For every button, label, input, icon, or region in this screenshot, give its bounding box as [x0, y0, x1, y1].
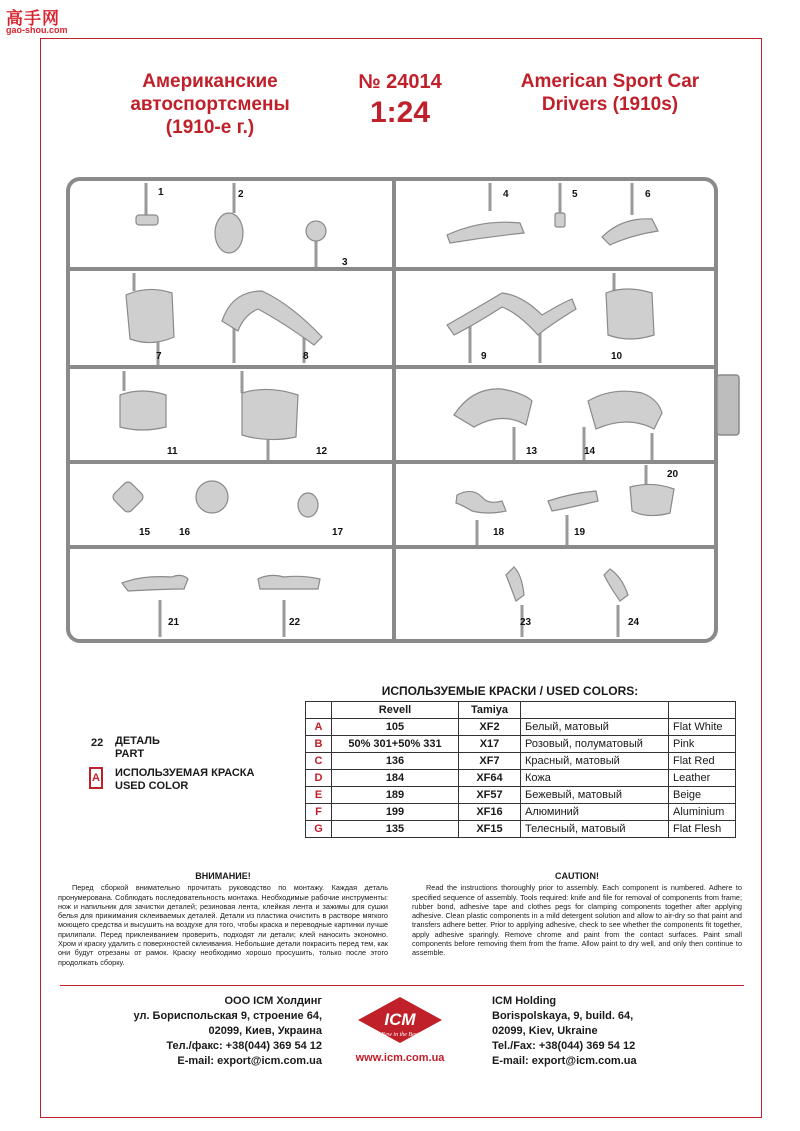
title-en-line: Drivers (1910s) — [541, 94, 679, 115]
watermark-logo — [4, 4, 70, 36]
legend-part-number: 22 — [91, 737, 104, 749]
part-8 — [222, 291, 322, 345]
part-19 — [548, 491, 598, 511]
col-header-tamiya: Tamiya — [459, 702, 521, 719]
color-code: A — [306, 719, 332, 736]
part-number: 2 — [238, 189, 244, 200]
part-number: 4 — [503, 189, 509, 200]
color-name-ru: Красный, матовый — [521, 753, 669, 770]
address-line: ICM Holding — [492, 995, 557, 1007]
part-number: 7 — [156, 351, 162, 362]
icm-logo — [352, 994, 448, 1046]
part-number: 1 — [158, 187, 164, 198]
icm-logo-graphic — [352, 994, 448, 1046]
sprue-tab — [717, 375, 739, 435]
part-1 — [136, 215, 158, 225]
tamiya-code: XF15 — [459, 821, 521, 838]
part-number: 22 — [289, 617, 301, 628]
part-15 — [111, 480, 145, 514]
address-english — [492, 994, 712, 1069]
tamiya-code: XF2 — [459, 719, 521, 736]
address-line: ООО ICM Холдинг — [224, 995, 322, 1007]
part-18 — [456, 491, 506, 513]
sprue-svg — [62, 175, 742, 645]
legend-part-label — [115, 735, 160, 761]
col-header-revell: Revell — [332, 702, 459, 719]
part-7 — [126, 289, 174, 342]
color-name-en: Pink — [669, 736, 736, 753]
warning-en-text: Read the instructions thoroughly prior to assembly. Each component is numbered. Adhere to specified sequence of assembly. Tools required: knife and file for removal of components from frame; rubber bond, adhesive tape and clothes pegs for clamping components together after applying adhesive. Clean plastic components in a mild detergent solution and allow to air-dry so that paint and transfers adhere better. Prior to applying adhesive, check to see whether the components fit together, apply adhesive sparingly. Remove chrome and paint from the contact surfaces. Paint small components before removing them from the frame. Allow paint to dry well, and only then continue to assemble. — [412, 883, 742, 958]
part-number: 8 — [303, 351, 309, 362]
col-header — [306, 702, 332, 719]
warning-en-title: CAUTION! — [555, 871, 599, 881]
colors-table — [305, 701, 736, 838]
table-row — [306, 753, 736, 770]
title-en-line: American Sport Car — [520, 71, 700, 92]
address-line: 02099, Киев, Украина — [208, 1025, 322, 1037]
table-row — [306, 719, 736, 736]
part-number: 11 — [167, 446, 178, 457]
part-number: 14 — [584, 446, 596, 457]
col-header — [521, 702, 669, 719]
address-line: Tel./Fax: +38(044) 369 54 12 — [492, 1040, 636, 1052]
part-14 — [588, 391, 662, 429]
kit-number: № 24014 — [358, 71, 442, 93]
title-ru-line: автоспортсмены — [130, 94, 290, 115]
colors-header-row — [306, 702, 736, 719]
address-line: Тел./факс: +38(044) 369 54 12 — [166, 1040, 322, 1052]
table-row — [306, 787, 736, 804]
logo-tagline: New in the Best — [381, 1032, 419, 1038]
tamiya-code: X17 — [459, 736, 521, 753]
warning-ru-title: ВНИМАНИЕ! — [195, 871, 251, 881]
part-13 — [454, 389, 532, 427]
part-17 — [298, 493, 318, 517]
color-code: D — [306, 770, 332, 787]
part-number: 3 — [342, 257, 348, 268]
tamiya-code: XF16 — [459, 804, 521, 821]
revell-code: 105 — [332, 719, 459, 736]
color-name-en: Flat Flesh — [669, 821, 736, 838]
tamiya-code: XF7 — [459, 753, 521, 770]
part-number: 24 — [628, 617, 640, 628]
part-5 — [555, 213, 565, 227]
color-name-ru: Белый, матовый — [521, 719, 669, 736]
table-row — [306, 736, 736, 753]
part-number: 5 — [572, 189, 578, 200]
part-2 — [215, 213, 243, 253]
legend-color-en: USED COLOR — [115, 780, 189, 792]
part-16 — [196, 481, 228, 513]
revell-code: 184 — [332, 770, 459, 787]
color-name-en: Beige — [669, 787, 736, 804]
address-line: Borispolskaya, 9, build. 64, — [492, 1010, 634, 1022]
legend-part-en: PART — [115, 748, 145, 760]
title-ru-line: Американские — [142, 71, 278, 92]
table-row — [306, 804, 736, 821]
part-number: 17 — [332, 527, 344, 538]
part-24 — [604, 569, 628, 601]
legend-part-ru: ДЕТАЛЬ — [115, 735, 160, 747]
color-code: F — [306, 804, 332, 821]
table-row — [306, 770, 736, 787]
revell-code: 189 — [332, 787, 459, 804]
legend-color-label — [115, 767, 254, 793]
part-9 — [447, 293, 576, 335]
part-number: 12 — [316, 446, 328, 457]
watermark-chinese: 高手网 — [6, 9, 60, 28]
color-code: C — [306, 753, 332, 770]
address-line: E-mail: export@icm.com.ua — [177, 1055, 322, 1067]
legend-color-ru: ИСПОЛЬЗУЕМАЯ КРАСКА — [115, 767, 255, 779]
watermark-url: gao-shou.com — [6, 25, 68, 35]
colors-title: ИСПОЛЬЗУЕМЫЕ КРАСКИ / USED COLORS: — [381, 684, 639, 698]
part-6 — [602, 219, 658, 245]
logo-text: ICM — [384, 1010, 416, 1029]
color-name-ru: Алюминий — [521, 804, 669, 821]
revell-code: 199 — [332, 804, 459, 821]
table-row — [306, 821, 736, 838]
title-english — [490, 70, 730, 116]
part-22 — [258, 575, 320, 589]
part-10 — [606, 289, 654, 339]
warning-english — [412, 872, 742, 958]
warning-ru-text: Перед сборкой внимательно прочитать руководство по монтажу. Каждая деталь пронумерована. Соблюдать последовательность монтажа. Необходимые рабочие инструменты: нож и напильник для зачистки деталей; резиновая лента, клейкая лента и зажимы для сушки белья для прижимания склеиваемых деталей. Детали из пластика очистить в растворе мягкого моющего средства и высушить на воздухе для того, чтобы краска и переводные картинки лучше прилипали. Перед приклеиванием проверить, подходят ли детали; клей наносить экономно. Хром и краску удалить с поверхностей склеивания. Небольшие детали покрасить перед тем, как они будут отрезаны от рамок. Краску необходимо хорошо просушить, только после этого продолжать сборку. — [58, 883, 388, 967]
color-code: G — [306, 821, 332, 838]
part-number: 15 — [139, 527, 151, 538]
part-number: 23 — [520, 617, 532, 628]
color-code: E — [306, 787, 332, 804]
sprue-diagram — [62, 175, 742, 645]
part-number: 10 — [611, 351, 623, 362]
color-name-ru: Телесный, матовый — [521, 821, 669, 838]
part-12 — [242, 389, 298, 439]
color-name-en: Flat White — [669, 719, 736, 736]
revell-code: 136 — [332, 753, 459, 770]
part-number: 18 — [493, 527, 505, 538]
part-number: 21 — [168, 617, 180, 628]
address-line: 02099, Kiev, Ukraine — [492, 1025, 598, 1037]
part-11 — [120, 391, 166, 430]
color-name-en: Leather — [669, 770, 736, 787]
title-russian — [95, 70, 325, 139]
revell-code: 135 — [332, 821, 459, 838]
website-link[interactable]: www.icm.com.ua — [355, 1052, 445, 1064]
part-number: 19 — [574, 527, 586, 538]
address-russian — [110, 994, 322, 1069]
tamiya-code: XF64 — [459, 770, 521, 787]
address-line: ул. Бориспольская 9, строение 64, — [133, 1010, 322, 1022]
part-4 — [447, 222, 524, 243]
address-line: E-mail: export@icm.com.ua — [492, 1055, 637, 1067]
part-21 — [122, 575, 188, 591]
part-20 — [630, 484, 674, 515]
color-name-en: Aluminium — [669, 804, 736, 821]
color-name-ru: Кожа — [521, 770, 669, 787]
color-code: B — [306, 736, 332, 753]
part-number: 9 — [481, 351, 487, 362]
footer-divider — [60, 985, 744, 986]
part-number: 6 — [645, 189, 651, 200]
part-23 — [506, 567, 524, 601]
part-number: 16 — [179, 527, 191, 538]
sprue-gates — [124, 183, 652, 637]
color-name-ru: Бежевый, матовый — [521, 787, 669, 804]
legend-color-code-box: A — [89, 767, 103, 789]
color-name-en: Flat Red — [669, 753, 736, 770]
tamiya-code: XF57 — [459, 787, 521, 804]
kit-scale: 1:24 — [369, 96, 431, 129]
color-name-ru: Розовый, полуматовый — [521, 736, 669, 753]
part-3 — [306, 221, 326, 241]
title-ru-line: (1910-е г.) — [165, 117, 255, 138]
part-number: 13 — [526, 446, 538, 457]
warning-russian — [58, 872, 388, 967]
revell-code: 50% 301+50% 331 — [332, 736, 459, 753]
part-number: 20 — [667, 469, 679, 480]
col-header — [669, 702, 736, 719]
